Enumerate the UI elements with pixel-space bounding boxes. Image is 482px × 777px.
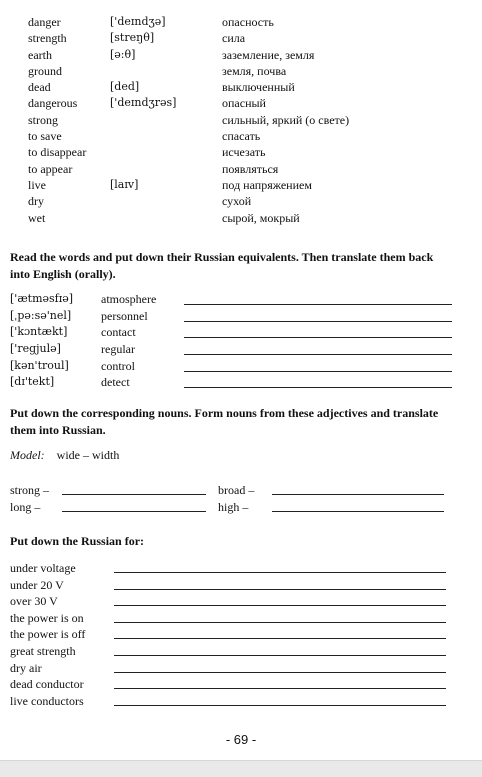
task4-row — [10, 693, 450, 710]
answer-line[interactable] — [184, 371, 452, 372]
task4-phrase: great strength — [10, 643, 76, 658]
vocab-word: to save — [28, 129, 62, 144]
task2-transcription: [kən'troul] — [10, 358, 69, 372]
adjective-right: high – — [218, 500, 249, 514]
vocab-transcription: ['deɪndʒrəs] — [110, 96, 177, 110]
task3-row — [10, 499, 450, 516]
vocab-transcription: ['deɪndʒə] — [110, 15, 166, 28]
answer-line[interactable] — [114, 622, 446, 623]
page-number: - 69 - — [225, 732, 257, 747]
task2-word: atmosphere — [101, 292, 157, 306]
vocab-word: to disappear — [28, 145, 87, 160]
task2-instruction: Read the words and put down their Russian equivalents. Then translate them back into English (orally). — [10, 250, 434, 281]
answer-line[interactable] — [62, 511, 206, 512]
vocab-russian: появляться — [222, 161, 279, 176]
vocab-word: strong — [28, 112, 58, 127]
task2-word: contact — [101, 325, 136, 340]
task4-phrase: under 20 V — [10, 577, 64, 592]
task2-word: control — [101, 358, 135, 373]
vocab-transcription: [ə:θ] — [110, 47, 136, 61]
vocab-russian: сухой — [222, 194, 252, 209]
task3-row — [10, 482, 450, 499]
vocab-russian: под напряжением — [222, 177, 312, 192]
task4-list — [10, 560, 450, 709]
task4-phrase: live conductors — [10, 693, 84, 708]
vocab-transcription: [ded] — [110, 80, 140, 94]
adjective-left: strong – — [10, 483, 49, 497]
task2-transcription: ['ætməsfɪə] — [10, 292, 74, 305]
task4-instruction: Put down the Russian for: — [10, 534, 145, 548]
model-label: Model: — [10, 448, 45, 462]
task4-phrase: the power is off — [10, 627, 86, 642]
answer-line[interactable] — [272, 494, 444, 495]
task2-transcription: [dɪ'tekt] — [10, 375, 55, 389]
task3-instruction: Put down the corresponding nouns. Form nouns from these adjectives and translate them into Russian. — [10, 406, 439, 437]
answer-line[interactable] — [184, 387, 452, 388]
vocab-russian: земля, почва — [222, 63, 287, 78]
vocab-russian: опасный — [222, 96, 266, 111]
task4-phrase: the power is on — [10, 610, 84, 625]
vocab-russian: спасать — [222, 129, 261, 144]
vocab-russian: сила — [222, 31, 246, 46]
answer-line[interactable] — [184, 354, 452, 355]
vocab-word: danger — [28, 15, 61, 29]
task4-row — [10, 560, 450, 577]
answer-line[interactable] — [272, 511, 444, 512]
vocab-word: to appear — [28, 161, 73, 176]
task2-word: detect — [101, 375, 130, 390]
answer-line[interactable] — [114, 589, 446, 590]
answer-line[interactable] — [184, 304, 452, 305]
model-example — [10, 447, 119, 463]
task4-row — [10, 593, 450, 610]
vocab-word: live — [28, 177, 46, 192]
answer-line[interactable] — [114, 572, 446, 573]
answer-line[interactable] — [114, 605, 446, 606]
task4-phrase: dry air — [10, 660, 42, 675]
task4-row — [10, 610, 450, 627]
vocab-word: ground — [28, 63, 62, 78]
vocab-russian: выключенный — [222, 80, 295, 95]
task2-transcription: ['regjulə] — [10, 342, 61, 356]
answer-line[interactable] — [114, 705, 446, 706]
vocab-word: dangerous — [28, 96, 78, 111]
answer-line[interactable] — [114, 688, 446, 689]
task4-row — [10, 626, 450, 643]
task2-word: regular — [101, 342, 135, 357]
task4-row — [10, 660, 450, 677]
task2-transcription: ['kɔntækt] — [10, 325, 68, 339]
answer-line[interactable] — [184, 321, 452, 322]
vocab-word: dead — [28, 80, 51, 95]
task2-transcription: [ˌpə:sə'nel] — [10, 308, 72, 322]
bottom-strip — [0, 760, 482, 777]
answer-line[interactable] — [114, 655, 446, 656]
vocab-russian: сильный, яркий (о свете) — [222, 112, 350, 127]
task2-word: personnel — [101, 308, 148, 323]
vocab-word: earth — [28, 47, 52, 62]
task4-row — [10, 643, 450, 660]
vocab-russian: исчезать — [222, 145, 266, 160]
task4-phrase: dead conductor — [10, 677, 84, 692]
answer-line[interactable] — [114, 638, 446, 639]
vocab-russian: заземление, земля — [222, 47, 315, 62]
answer-line[interactable] — [62, 494, 206, 495]
task4-row — [10, 676, 450, 693]
vocab-transcription: [laɪv] — [110, 177, 139, 191]
vocab-word: dry — [28, 194, 44, 209]
model-text: wide – width — [56, 448, 120, 462]
vocab-word: strength — [28, 31, 67, 46]
answer-line[interactable] — [184, 337, 452, 338]
vocab-russian: опасность — [222, 15, 274, 29]
adjective-left: long – — [10, 500, 41, 514]
task4-row — [10, 577, 450, 594]
answer-line[interactable] — [114, 672, 446, 673]
vocab-russian: сырой, мокрый — [222, 210, 300, 225]
vocab-transcription: [streŋθ] — [110, 31, 155, 45]
task3-list — [10, 482, 450, 516]
adjective-right: broad – — [218, 483, 255, 497]
task4-phrase: over 30 V — [10, 594, 58, 609]
vocab-word: wet — [28, 210, 46, 225]
task4-phrase: under voltage — [10, 561, 76, 575]
